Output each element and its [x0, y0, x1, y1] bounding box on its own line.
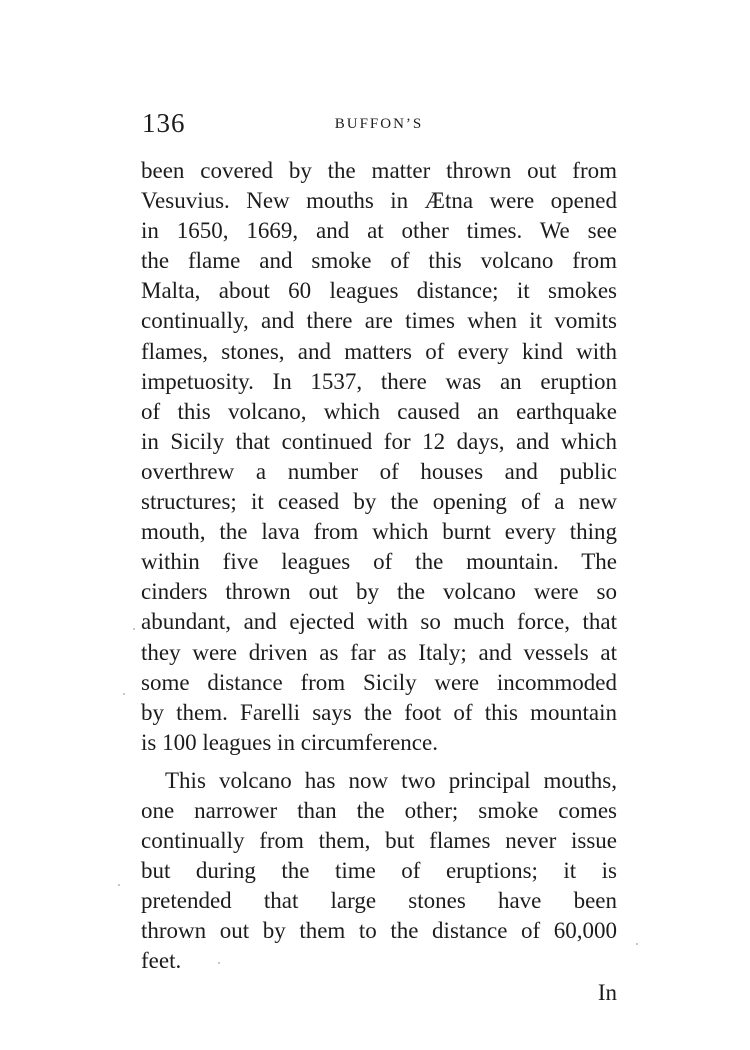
paragraph-1 — [141, 156, 617, 758]
text-line: pretended that large stones have been — [141, 888, 617, 914]
text-line: mouth, the lava from which burnt every thing — [141, 519, 617, 545]
text-line: but during the time of eruptions; it is — [141, 858, 617, 884]
text-line: Malta, about 60 leagues distance; it smokes — [141, 278, 617, 304]
page-number: 136 — [142, 108, 186, 138]
text-line: thrown out by them to the distance of 60,000 — [141, 918, 617, 944]
paper-speck — [118, 884, 120, 886]
paper-speck — [133, 628, 135, 630]
paper-speck — [123, 693, 125, 695]
paragraph-2 — [141, 766, 617, 977]
body-text — [141, 156, 617, 977]
text-line: abundant, and ejected with so much force, that — [141, 609, 617, 635]
running-head: BUFFON’S — [334, 116, 424, 132]
text-line: the flame and smoke of this volcano from — [141, 248, 617, 274]
text-line: impetuosity. In 1537, there was an eruption — [141, 368, 617, 394]
text-line: within five leagues of the mountain. The — [141, 549, 617, 575]
text-line: overthrew a number of houses and public — [141, 458, 617, 484]
paragraph-gap — [141, 758, 617, 766]
paper-speck — [636, 943, 638, 945]
text-line: continually from them, but flames never issue — [141, 828, 617, 854]
text-line: they were driven as far as Italy; and vessels at — [141, 639, 617, 665]
text-line: by them. Farelli says the foot of this mountain — [141, 699, 617, 725]
text-line: in 1650, 1669, and at other times. We see — [141, 218, 617, 244]
page-header — [142, 108, 616, 148]
text-line: feet. — [141, 948, 182, 974]
text-line: structures; it ceased by the opening of a new — [141, 489, 617, 515]
paper-speck — [218, 962, 220, 964]
text-line: one narrower than the other; smoke comes — [141, 797, 617, 823]
catchword: In — [597, 980, 617, 1005]
text-line: Vesuvius. New mouths in Ætna were opened — [141, 188, 617, 214]
text-line: is 100 leagues in circumference. — [141, 729, 438, 755]
text-line: This volcano has now two principal mouths, — [165, 767, 617, 793]
text-line: continually, and there are times when it vomits — [141, 308, 617, 334]
text-line: of this volcano, which caused an earthquake — [141, 398, 617, 424]
text-line: some distance from Sicily were incommoded — [141, 669, 617, 695]
text-line: cinders thrown out by the volcano were so — [141, 579, 617, 605]
text-line: in Sicily that continued for 12 days, and which — [141, 428, 617, 454]
text-line: been covered by the matter thrown out from — [141, 158, 617, 183]
text-line: flames, stones, and matters of every kind with — [141, 338, 617, 364]
